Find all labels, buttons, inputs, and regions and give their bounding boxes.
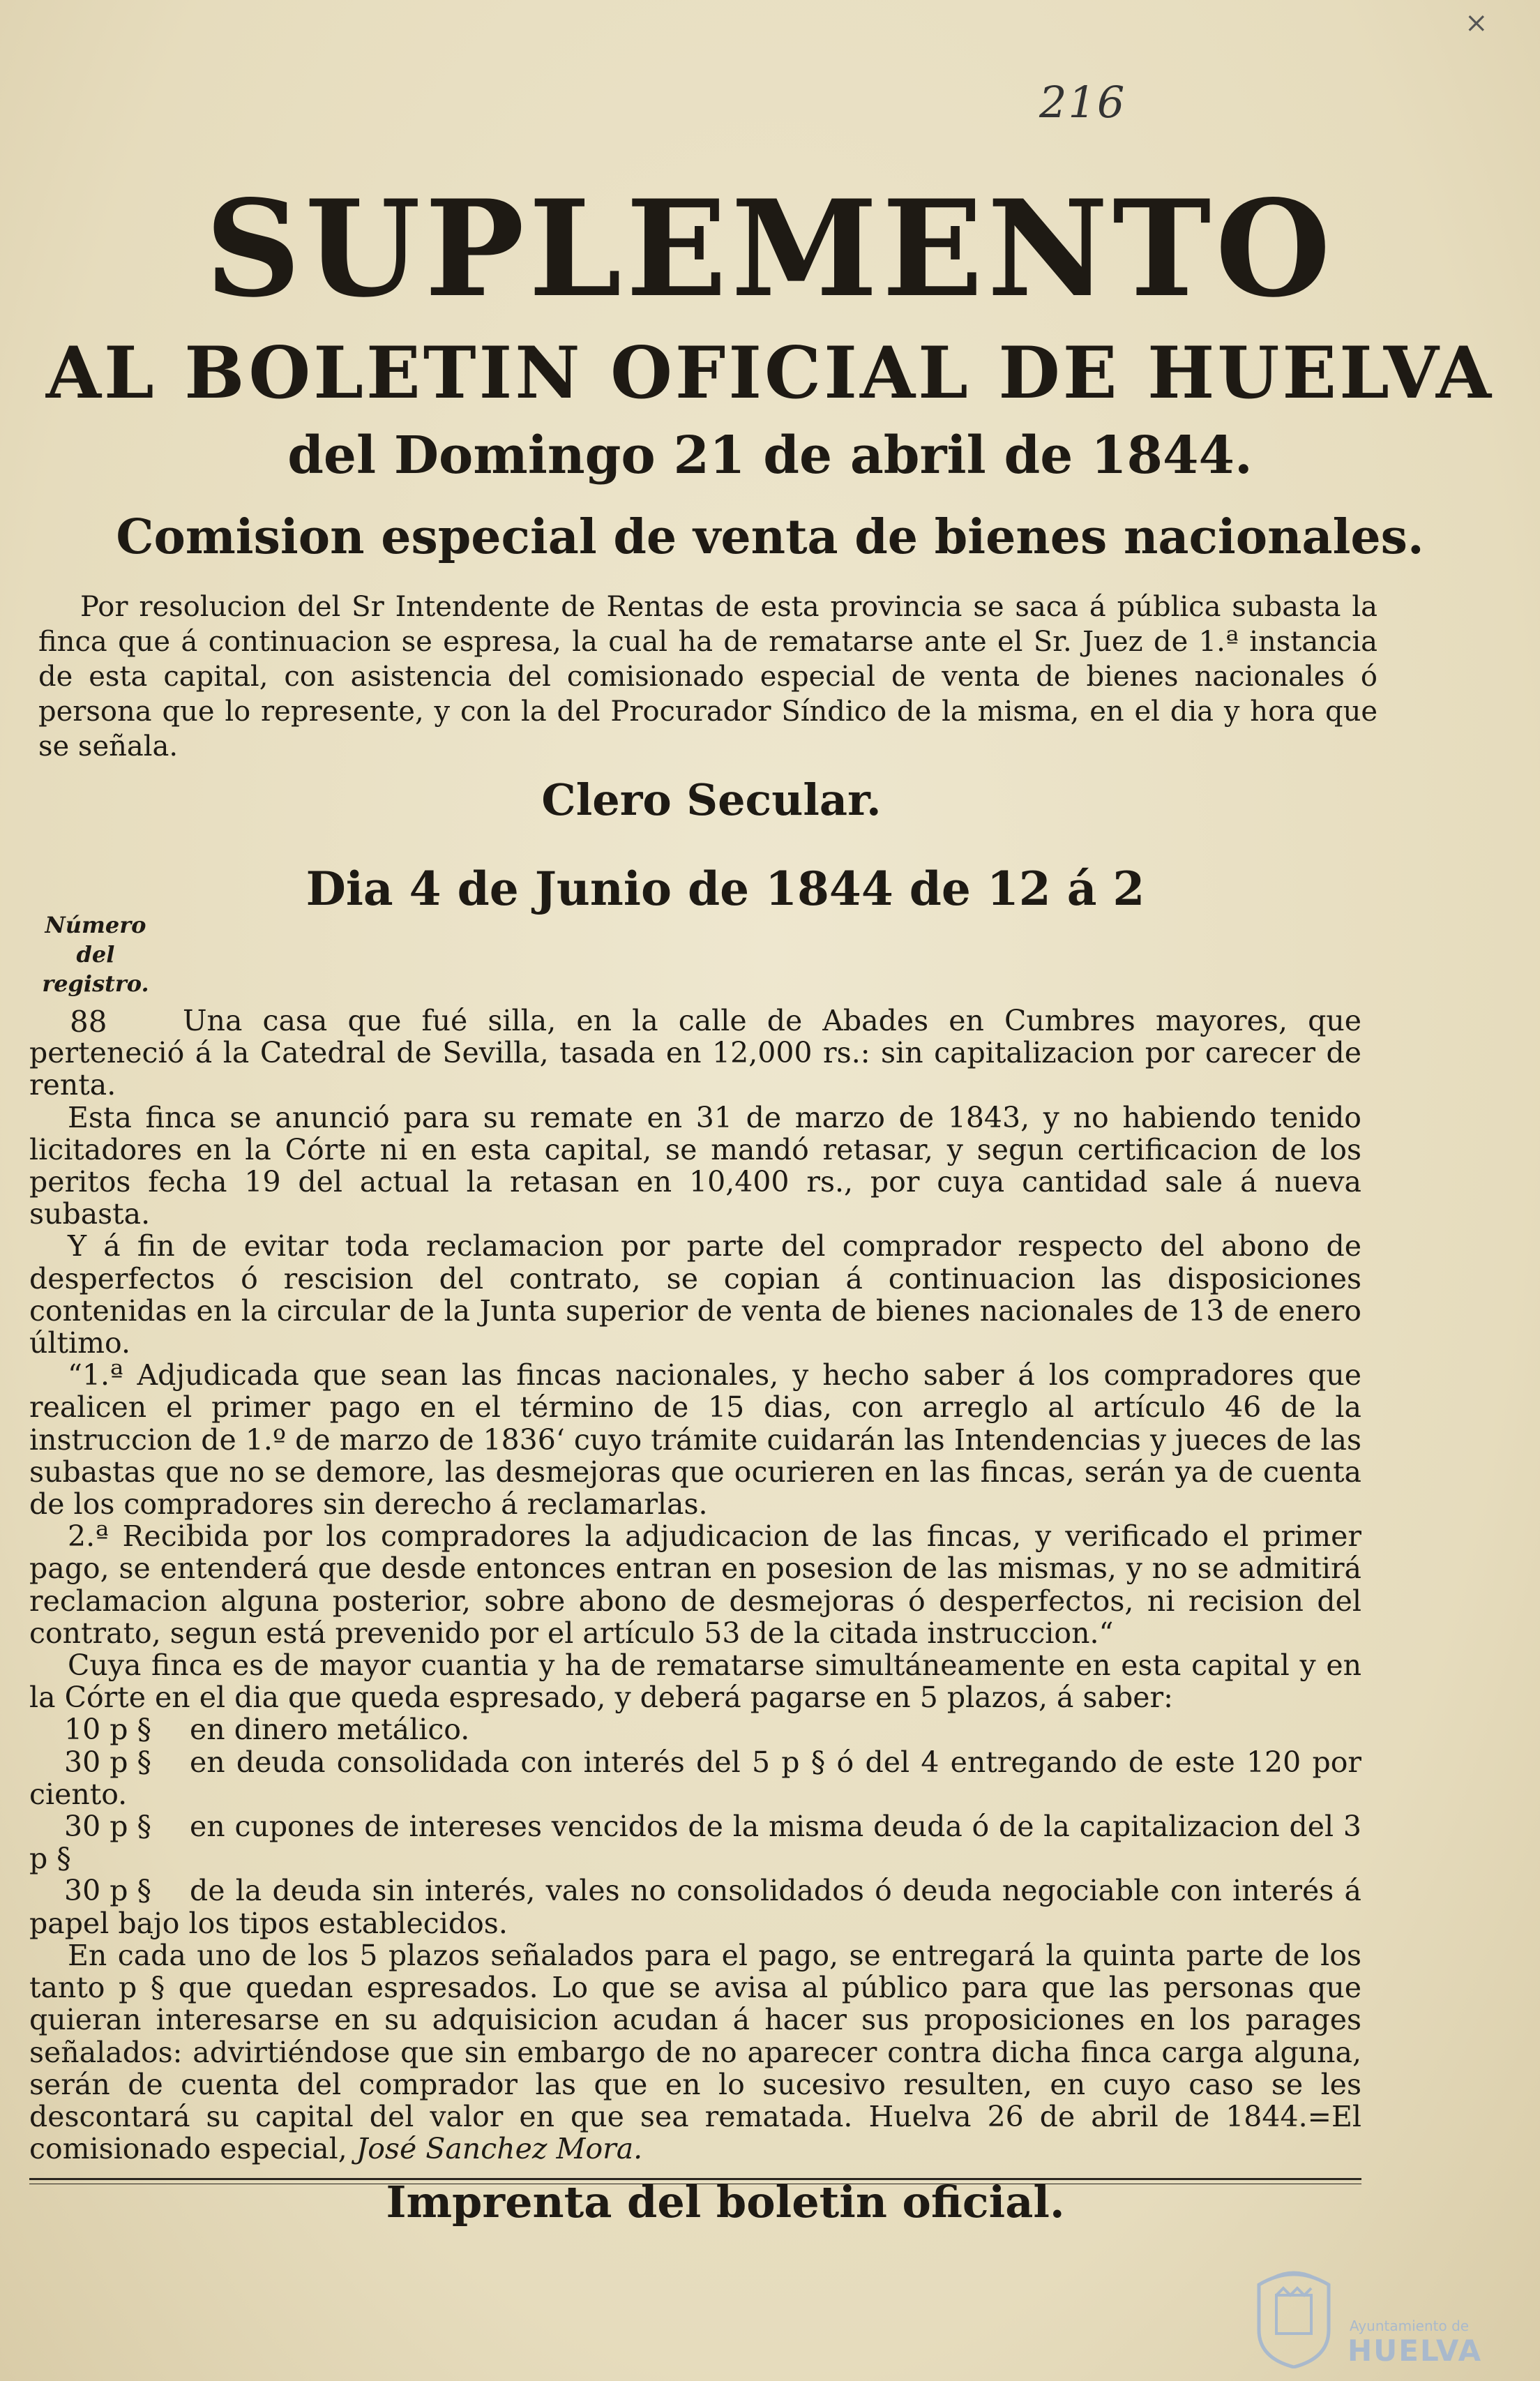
- folio-number: 216: [1039, 77, 1126, 128]
- notice-body: [29, 1005, 1361, 2165]
- watermark-title: HUELVA: [1348, 2334, 1483, 2368]
- register-label: Número del registro.: [42, 912, 149, 997]
- masthead-subtitle: AL BOLETIN OFICIAL DE HUELVA: [45, 331, 1495, 415]
- payment-percent: 30 p §: [64, 1874, 151, 1908]
- payment-item: [29, 1810, 1361, 1875]
- payment-percent: 10 p §: [64, 1713, 151, 1747]
- payment-percent: 30 p §: [64, 1745, 151, 1779]
- masthead-title: SUPLEMENTO: [205, 171, 1335, 326]
- closing-paragraph: [29, 1939, 1361, 2165]
- property-description: Una casa que fué silla, en la calle de Abades en Cumbres mayores, que perteneció á la Catedral de Sevilla, tasada en 12,000 rs.: sin capitalizacion por carecer de renta.: [29, 1004, 1361, 1102]
- section-heading: Clero Secular.: [541, 774, 882, 825]
- commission-heading: Comision especial de venta de bienes nacionales.: [116, 509, 1424, 565]
- closing-text: En cada uno de los 5 plazos señalados para el pago, se entregará la quinta parte de los tanto p § que quedan espresados. Lo que se avisa al público para que las personas que quieran interesarse en su adquisicion acudan á hacer sus proposiciones en los parages señalados: advirtiéndose que sin embargo de no aparecer contra dicha finca carga alguna, serán de cuenta del comprador las que en lo sucesivo resulten, en cuyo caso se les descontará su capital del valor en que sea rematada. Huelva 26 de abril de 1844.=El comisionado especial,: [29, 1938, 1361, 2166]
- auction-date: Dia 4 de Junio de 1844 de 12 á 2: [305, 862, 1145, 916]
- payment-percent: 30 p §: [64, 1810, 151, 1844]
- payment-item: [29, 1713, 1361, 1745]
- payment-item: [29, 1746, 1361, 1810]
- payment-text: en deuda consolidada con interés del 5 p § ó del 4 entregando de este 120 por ciento.: [29, 1745, 1361, 1811]
- signer-name: José Sanchez Mora.: [356, 2132, 643, 2166]
- disposition-2: 2.ª Recibida por los compradores la adjudicacion de las fincas, y verificado el primer pago, se entenderá que desde entonces entran en posesion de las mismas, y no se admitirá reclamacion alguna posterior, sobre abono de desmejoras ó desperfectos, ni recision del contrato, segun está prevenido por el artículo 53 de la citada instruccion.“: [29, 1519, 1361, 1650]
- corner-mark: ×: [1465, 7, 1488, 39]
- reclamation-paragraph: Y á fin de evitar toda reclamacion por parte del comprador respecto del abono de desperfectos ó rescision del contrato, se copian á continuacion las disposiciones contenidas en la circular de la Junta superior de venta de bienes nacionales de 13 de enero último.: [29, 1229, 1361, 1360]
- coat-of-arms-icon: [1252, 2264, 1336, 2368]
- printer-footer: Imprenta del boletin oficial.: [386, 2177, 1065, 2228]
- payment-intro: Cuya finca es de mayor cuantia y ha de rematarse simultáneamente en esta capital y en la Córte en el dia que queda espresado, y deberá pagarse en 5 plazos, á saber:: [29, 1648, 1361, 1715]
- payment-text: de la deuda sin interés, vales no consolidados ó deuda negociable con interés á papel bajo los tipos establecidos.: [29, 1874, 1361, 1940]
- payment-text: en dinero metálico.: [190, 1713, 470, 1747]
- payment-text: en cupones de intereses vencidos de la misma deuda ó de la capitalizacion del 3 p §: [29, 1810, 1361, 1876]
- register-number: 88: [70, 1005, 107, 1039]
- issue-date: del Domingo 21 de abril de 1844.: [287, 426, 1253, 486]
- retasacion-paragraph: Esta finca se anunció para su remate en 31 de marzo de 1843, y no habiendo tenido licitadores en la Córte ni en esta capital, se mandó retasar, y segun certificacion de los peritos fecha 19 del actual la retasan en 10,400 rs., por cuya cantidad sale á nueva subasta.: [29, 1100, 1361, 1231]
- intro-paragraph: Por resolucion del Sr Intendente de Rentas de esta provincia se saca á pública subasta la finca que á continuacion se espresa, la cual ha de rematarse ante el Sr. Juez de 1.ª instancia de esta capital, con asistencia del comisionado especial de venta de bienes nacionales ó persona que lo represente, y con la del Procurador Síndico de la misma, en el dia y hora que se señala.: [38, 591, 1377, 763]
- watermark-caption: Ayuntamiento de: [1350, 2318, 1470, 2334]
- payment-item: [29, 1875, 1361, 1939]
- disposition-1: “1.ª Adjudicada que sean las fincas nacionales, y hecho saber á los compradores que realicen el primer pago en el término de 15 dias, con arreglo al artículo 46 de la instruccion de 1.º de marzo de 1836‘ cuyo trámite cuidarán las Intendencias y jueces de las subastas que no se demore, las desmejoras que ocurieren en las fincas, serán ya de cuenta de los compradores sin derecho á reclamarlas.: [29, 1358, 1361, 1522]
